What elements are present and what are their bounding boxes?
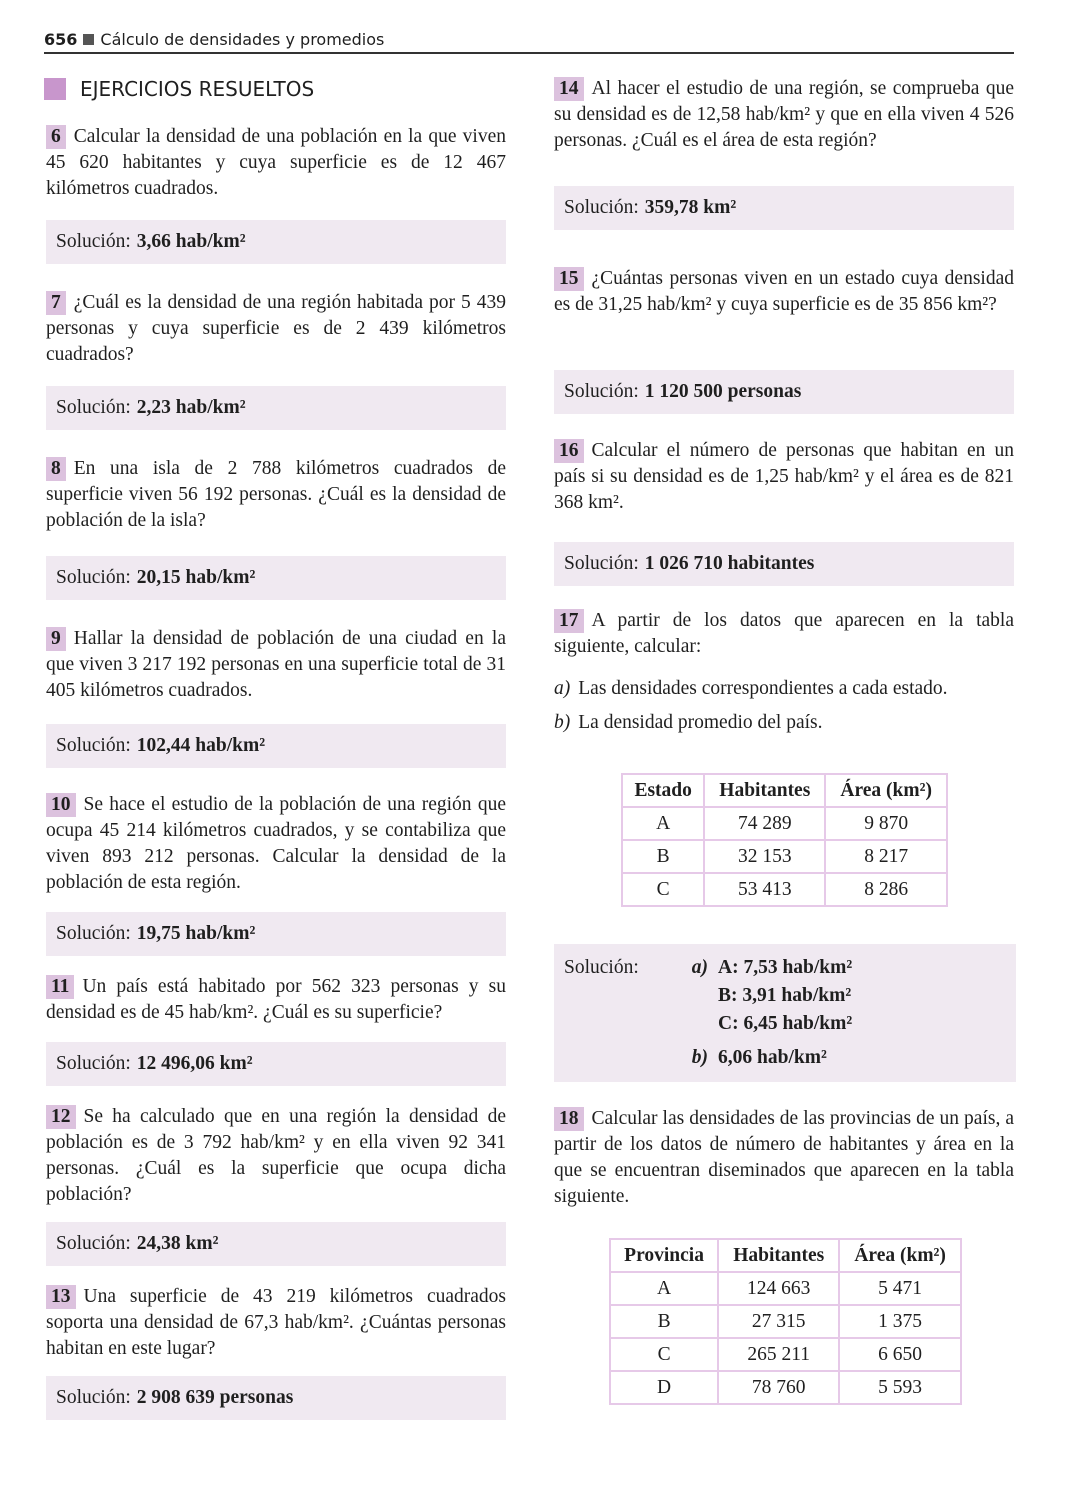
problem-text: Calcular las densidades de las provincias de un país, a partir de los datos de número de habitantes y área en la que se encuentran diseminados que aparecen en la tabla siguiente. bbox=[554, 1108, 1014, 1207]
problem-text: Al hacer el estudio de una región, se comprueba que su densidad es de 12,58 hab/km² y que en ella viven 4 526 personas. ¿Cuál es el área de esta región? bbox=[554, 78, 1014, 151]
problem-7 bbox=[46, 290, 506, 368]
problem-text: Hallar la densidad de población de una ciudad en la que viven 3 217 192 personas en una superficie total de 31 405 kilómetros cuadrados. bbox=[46, 628, 506, 701]
solution-value: 3,66 hab/km² bbox=[136, 231, 246, 252]
problem-15 bbox=[554, 266, 1014, 318]
section-title-text: EJERCICIOS RESUELTOS bbox=[80, 77, 315, 101]
table-header-cell: Área (km²) bbox=[825, 774, 947, 807]
problem-text: En una isla de 2 788 kilómetros cuadrados de superficie viven 56 192 personas. ¿Cuál es la densidad de población de la isla? bbox=[46, 458, 506, 531]
header-square-icon bbox=[83, 34, 94, 45]
solution-value: 1 120 500 personas bbox=[644, 381, 802, 402]
solution-8 bbox=[46, 556, 506, 600]
page-number: 656 bbox=[44, 29, 78, 49]
table-row bbox=[610, 1371, 961, 1404]
problem-number: 9 bbox=[46, 627, 66, 651]
sub-text: Las densidades correspondientes a cada estado. bbox=[578, 678, 948, 699]
table-cell: 53 413 bbox=[704, 873, 825, 906]
problem-number: 14 bbox=[554, 77, 584, 101]
header-title: Cálculo de densidades y promedios bbox=[100, 29, 385, 49]
table-cell: 5 593 bbox=[839, 1371, 961, 1404]
table-cell: C bbox=[622, 873, 704, 906]
table-cell: C bbox=[610, 1338, 718, 1371]
problem-number: 15 bbox=[554, 267, 584, 291]
problem-9 bbox=[46, 626, 506, 704]
solution-label: Solución: bbox=[56, 567, 131, 588]
problem-10 bbox=[46, 792, 506, 896]
solution-10 bbox=[46, 912, 506, 956]
problem-8 bbox=[46, 456, 506, 534]
sub-label: b) bbox=[554, 712, 571, 733]
solution-7 bbox=[46, 386, 506, 430]
table-cell: 8 286 bbox=[825, 873, 947, 906]
problem-number: 18 bbox=[554, 1107, 584, 1131]
problem-17-sub-b bbox=[554, 710, 1014, 736]
problem-17-sub-a bbox=[554, 676, 1014, 702]
solution-value: 102,44 hab/km² bbox=[136, 735, 266, 756]
problem-text: ¿Cuál es la densidad de una región habitada por 5 439 personas y cuya superficie es de 2 439 kilómetros cuadrados? bbox=[46, 292, 506, 365]
problem-number: 12 bbox=[46, 1105, 76, 1129]
table-row bbox=[622, 873, 947, 906]
problem-text: A partir de los datos que aparecen en la tabla siguiente, calcular: bbox=[554, 610, 1014, 657]
problem-number: 17 bbox=[554, 609, 584, 633]
problem-text: Calcular la densidad de una población en la que viven 45 620 habitantes y cuya superficie es de 12 467 kilómetros cuadrados. bbox=[46, 126, 506, 199]
solution-value: 1 026 710 habitantes bbox=[644, 553, 815, 574]
solution-value: 6,06 hab/km² bbox=[718, 1047, 827, 1068]
solution-label: Solución: bbox=[56, 397, 131, 418]
table-cell: 9 870 bbox=[825, 807, 947, 840]
problem-12 bbox=[46, 1104, 506, 1208]
table-cell: 27 315 bbox=[718, 1305, 839, 1338]
table-cell: 32 153 bbox=[704, 840, 825, 873]
table-cell: 5 471 bbox=[839, 1272, 961, 1305]
solution-label: Solución: bbox=[56, 1387, 131, 1408]
problem-number: 8 bbox=[46, 457, 66, 481]
problem-number: 16 bbox=[554, 439, 584, 463]
table-cell: 74 289 bbox=[704, 807, 825, 840]
table-header-row bbox=[622, 774, 947, 807]
problem-18 bbox=[554, 1106, 1014, 1210]
problem-text: Calcular el número de personas que habitan en un país si su densidad es de 1,25 hab/km² y el área es de 821 368 km². bbox=[554, 440, 1014, 513]
problem-13 bbox=[46, 1284, 506, 1362]
sub-label: a) bbox=[554, 678, 571, 699]
solution-value: 19,75 hab/km² bbox=[136, 923, 256, 944]
solution-15 bbox=[554, 370, 1014, 414]
solution-label: Solución: bbox=[56, 735, 131, 756]
table-cell: 6 650 bbox=[839, 1338, 961, 1371]
problem-text: ¿Cuántas personas viven en un estado cuya densidad es de 31,25 hab/km² y cuya superficie es de 35 856 km²? bbox=[554, 268, 1014, 315]
problem-number: 7 bbox=[46, 291, 66, 315]
table-row bbox=[610, 1305, 961, 1338]
solution-value: 2 908 639 personas bbox=[136, 1387, 294, 1408]
table-cell: 124 663 bbox=[718, 1272, 839, 1305]
problem-number: 6 bbox=[46, 125, 66, 149]
problem-17 bbox=[554, 608, 1014, 660]
problem-number: 10 bbox=[46, 793, 76, 817]
table-header-cell: Habitantes bbox=[718, 1239, 839, 1272]
solution-label: Solución: bbox=[564, 197, 639, 218]
table-17 bbox=[621, 773, 948, 907]
solution-label: Solución: bbox=[564, 553, 639, 574]
table-18 bbox=[609, 1238, 962, 1405]
solution-value: 12 496,06 km² bbox=[136, 1053, 253, 1074]
page-header bbox=[44, 28, 1014, 54]
solution-13 bbox=[46, 1376, 506, 1420]
problem-16 bbox=[554, 438, 1014, 516]
solution-17 bbox=[554, 944, 1016, 1082]
problem-number: 11 bbox=[46, 975, 74, 999]
problem-text: Un país está habitado por 562 323 personas y su densidad es de 45 hab/km². ¿Cuál es su superficie? bbox=[46, 976, 506, 1023]
solution-value: C: 6,45 hab/km² bbox=[718, 1013, 853, 1034]
table-row bbox=[610, 1272, 961, 1305]
solution-value: 24,38 km² bbox=[136, 1233, 219, 1254]
table-header-row bbox=[610, 1239, 961, 1272]
problem-text: Se hace el estudio de la población de una región que ocupa 45 214 kilómetros cuadrados, y se contabiliza que viven 893 212 personas. Calcular la densidad de la población de esta región. bbox=[46, 794, 506, 893]
solution-value: 2,23 hab/km² bbox=[136, 397, 246, 418]
table-row bbox=[622, 807, 947, 840]
table-cell: 265 211 bbox=[718, 1338, 839, 1371]
problem-11 bbox=[46, 974, 506, 1026]
solution-value: A: 7,53 hab/km² bbox=[718, 957, 853, 978]
solution-label: Solución: bbox=[564, 957, 639, 978]
solution-11 bbox=[46, 1042, 506, 1086]
solution-part-label: a) bbox=[691, 957, 708, 978]
solution-value: B: 3,91 hab/km² bbox=[718, 985, 852, 1006]
table-cell: 78 760 bbox=[718, 1371, 839, 1404]
solution-label: Solución: bbox=[564, 381, 639, 402]
table-cell: D bbox=[610, 1371, 718, 1404]
solution-label: Solución: bbox=[56, 1053, 131, 1074]
sub-text: La densidad promedio del país. bbox=[578, 712, 823, 733]
solution-9 bbox=[46, 724, 506, 768]
table-cell: 1 375 bbox=[839, 1305, 961, 1338]
table-header-cell: Estado bbox=[622, 774, 704, 807]
section-title bbox=[44, 76, 314, 102]
table-row bbox=[622, 840, 947, 873]
table-header-cell: Área (km²) bbox=[839, 1239, 961, 1272]
section-square-icon bbox=[44, 78, 66, 100]
solution-14 bbox=[554, 186, 1014, 230]
solution-label: Solución: bbox=[56, 1233, 131, 1254]
problem-14 bbox=[554, 76, 1014, 154]
problem-text: Una superficie de 43 219 kilómetros cuadrados soporta una densidad de 67,3 hab/km². ¿Cuántas personas habitan en este lugar? bbox=[46, 1286, 506, 1359]
table-cell: A bbox=[610, 1272, 718, 1305]
table-header-cell: Provincia bbox=[610, 1239, 718, 1272]
table-header-cell: Habitantes bbox=[704, 774, 825, 807]
table-cell: B bbox=[610, 1305, 718, 1338]
problem-6 bbox=[46, 124, 506, 202]
problem-text: Se ha calculado que en una región la densidad de población es de 3 792 hab/km² y en ella viven 92 341 personas. ¿Cuál es la superficie que ocupa dicha población? bbox=[46, 1106, 506, 1205]
solution-label: Solución: bbox=[56, 923, 131, 944]
solution-12 bbox=[46, 1222, 506, 1266]
solution-value: 20,15 hab/km² bbox=[136, 567, 256, 588]
table-cell: B bbox=[622, 840, 704, 873]
solution-label: Solución: bbox=[56, 231, 131, 252]
solution-value: 359,78 km² bbox=[644, 197, 737, 218]
problem-number: 13 bbox=[46, 1285, 76, 1309]
table-row bbox=[610, 1338, 961, 1371]
solution-16 bbox=[554, 542, 1014, 586]
table-cell: A bbox=[622, 807, 704, 840]
solution-6 bbox=[46, 220, 506, 264]
solution-part-label: b) bbox=[691, 1047, 708, 1068]
table-cell: 8 217 bbox=[825, 840, 947, 873]
